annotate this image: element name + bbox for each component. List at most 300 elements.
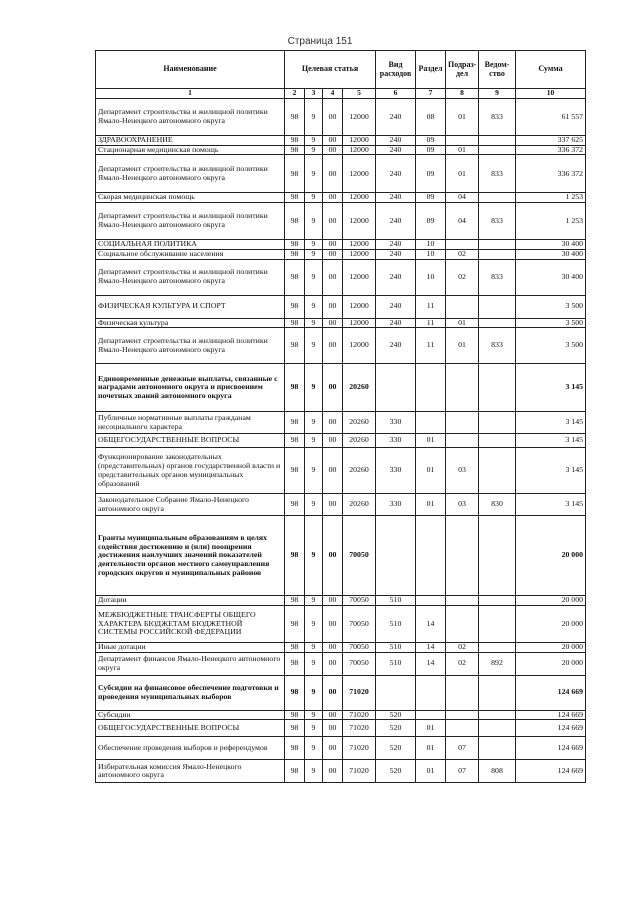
row-name: Физическая культура — [96, 318, 285, 328]
code-program: 98 — [285, 412, 305, 434]
table-row — [96, 318, 586, 328]
expense-type-cell: 330 — [376, 494, 416, 516]
code-program: 98 — [285, 737, 305, 760]
header-target-article: Целевая статья — [285, 51, 376, 89]
code-program: 98 — [285, 710, 305, 720]
code-group: 00 — [323, 516, 343, 596]
section-cell: 01 — [416, 494, 446, 516]
code-direction: 70050 — [343, 652, 376, 675]
code-subprogram: 9 — [305, 720, 323, 737]
department-cell — [479, 448, 516, 494]
expense-type-cell: 330 — [376, 434, 416, 448]
code-program: 98 — [285, 643, 305, 653]
column-index: 8 — [446, 89, 479, 99]
department-cell — [479, 412, 516, 434]
expense-type-cell — [376, 364, 416, 412]
row-name: Обеспечение проведения выборов и референдумов — [96, 737, 285, 760]
table-row — [96, 328, 586, 364]
code-direction: 12000 — [343, 145, 376, 155]
subsection-cell — [446, 596, 479, 606]
row-name: Департамент строительства и жилищной политики Ямало-Ненецкого автономного округа — [96, 99, 285, 136]
amount-cell: 3 500 — [516, 295, 586, 318]
subsection-cell: 01 — [446, 328, 479, 364]
code-direction: 12000 — [343, 259, 376, 295]
header-subsection: Подраз-дел — [446, 51, 479, 89]
expense-type-cell: 240 — [376, 259, 416, 295]
subsection-cell: 01 — [446, 145, 479, 155]
column-index: 4 — [323, 89, 343, 99]
row-name: ОБЩЕГОСУДАРСТВЕННЫЕ ВОПРОСЫ — [96, 434, 285, 448]
section-cell: 01 — [416, 737, 446, 760]
subsection-cell: 07 — [446, 737, 479, 760]
department-cell — [479, 675, 516, 710]
table-row — [96, 720, 586, 737]
code-subprogram: 9 — [305, 516, 323, 596]
code-program: 98 — [285, 596, 305, 606]
code-program: 98 — [285, 99, 305, 136]
code-group: 00 — [323, 675, 343, 710]
section-cell: 10 — [416, 240, 446, 250]
code-program: 98 — [285, 318, 305, 328]
code-direction: 12000 — [343, 249, 376, 259]
department-cell — [479, 737, 516, 760]
row-name: Гранты муниципальным образованиям в целях содействия достижению и (или) поощрения достижения наилучших значений показателей деятельности органов местного самоуправления городских округов и муниципальных районов — [96, 516, 285, 596]
amount-cell: 3 145 — [516, 412, 586, 434]
code-direction: 71020 — [343, 760, 376, 783]
code-subprogram: 9 — [305, 259, 323, 295]
subsection-cell — [446, 720, 479, 737]
section-cell — [416, 675, 446, 710]
row-name: Законодательное Собрание Ямало-Ненецкого автономного округа — [96, 494, 285, 516]
code-group: 00 — [323, 203, 343, 240]
code-program: 98 — [285, 240, 305, 250]
expense-type-cell: 240 — [376, 193, 416, 203]
department-cell: 833 — [479, 259, 516, 295]
expense-type-cell: 520 — [376, 737, 416, 760]
code-group: 00 — [323, 606, 343, 643]
subsection-cell — [446, 710, 479, 720]
section-cell: 14 — [416, 606, 446, 643]
code-group: 00 — [323, 259, 343, 295]
code-group: 00 — [323, 364, 343, 412]
code-group: 00 — [323, 760, 343, 783]
row-name: Департамент строительства и жилищной политики Ямало-Ненецкого автономного округа — [96, 155, 285, 193]
expense-type-cell: 240 — [376, 203, 416, 240]
subsection-cell — [446, 606, 479, 643]
code-program: 98 — [285, 448, 305, 494]
expense-type-cell: 240 — [376, 295, 416, 318]
expense-type-cell: 510 — [376, 652, 416, 675]
code-group: 00 — [323, 737, 343, 760]
code-group: 00 — [323, 328, 343, 364]
department-cell — [479, 240, 516, 250]
code-program: 98 — [285, 606, 305, 643]
amount-cell: 20 000 — [516, 652, 586, 675]
code-subprogram: 9 — [305, 675, 323, 710]
code-program: 98 — [285, 494, 305, 516]
department-cell — [479, 516, 516, 596]
subsection-cell — [446, 240, 479, 250]
row-name: ФИЗИЧЕСКАЯ КУЛЬТУРА И СПОРТ — [96, 295, 285, 318]
code-subprogram: 9 — [305, 606, 323, 643]
code-subprogram: 9 — [305, 364, 323, 412]
subsection-cell: 02 — [446, 652, 479, 675]
section-cell: 14 — [416, 643, 446, 653]
row-name: СОЦИАЛЬНАЯ ПОЛИТИКА — [96, 240, 285, 250]
code-program: 98 — [285, 193, 305, 203]
row-name: ОБЩЕГОСУДАРСТВЕННЫЕ ВОПРОСЫ — [96, 720, 285, 737]
subsection-cell: 04 — [446, 193, 479, 203]
subsection-cell: 07 — [446, 760, 479, 783]
section-cell: 09 — [416, 136, 446, 146]
expense-type-cell: 510 — [376, 606, 416, 643]
amount-cell: 336 372 — [516, 155, 586, 193]
section-cell — [416, 516, 446, 596]
section-cell: 10 — [416, 249, 446, 259]
row-name: Департамент строительства и жилищной политики Ямало-Ненецкого автономного округа — [96, 203, 285, 240]
subsection-cell: 01 — [446, 99, 479, 136]
code-group: 00 — [323, 412, 343, 434]
code-program: 98 — [285, 434, 305, 448]
code-program: 98 — [285, 364, 305, 412]
department-cell: 833 — [479, 328, 516, 364]
table-row — [96, 494, 586, 516]
section-cell — [416, 364, 446, 412]
table-row — [96, 193, 586, 203]
expense-type-cell: 240 — [376, 145, 416, 155]
row-name: Избирательная комиссия Ямало-Ненецкого автономного округа — [96, 760, 285, 783]
amount-cell: 337 625 — [516, 136, 586, 146]
expense-type-cell: 330 — [376, 412, 416, 434]
amount-cell: 3 145 — [516, 434, 586, 448]
table-row — [96, 99, 586, 136]
code-direction: 20260 — [343, 364, 376, 412]
code-direction: 71020 — [343, 720, 376, 737]
row-name: Единовременные денежные выплаты, связанные с наградами автономного округа и присвоением почетных званий автономного округа — [96, 364, 285, 412]
code-group: 00 — [323, 448, 343, 494]
code-program: 98 — [285, 328, 305, 364]
section-cell: 11 — [416, 318, 446, 328]
row-name: ЗДРАВООХРАНЕНИЕ — [96, 136, 285, 146]
table-row — [96, 675, 586, 710]
section-cell: 01 — [416, 760, 446, 783]
subsection-cell: 03 — [446, 494, 479, 516]
code-group: 00 — [323, 155, 343, 193]
code-subprogram: 9 — [305, 249, 323, 259]
subsection-cell: 04 — [446, 203, 479, 240]
table-row — [96, 516, 586, 596]
code-direction: 12000 — [343, 203, 376, 240]
code-direction: 12000 — [343, 328, 376, 364]
department-cell — [479, 710, 516, 720]
code-program: 98 — [285, 760, 305, 783]
code-subprogram: 9 — [305, 99, 323, 136]
department-cell: 830 — [479, 494, 516, 516]
row-name: Стационарная медицинская помощь — [96, 145, 285, 155]
column-index: 9 — [479, 89, 516, 99]
expense-type-cell: 240 — [376, 328, 416, 364]
table-row — [96, 737, 586, 760]
amount-cell: 3 145 — [516, 364, 586, 412]
column-index-row — [96, 89, 586, 99]
budget-table — [95, 50, 586, 783]
code-direction: 12000 — [343, 318, 376, 328]
expense-type-cell: 240 — [376, 155, 416, 193]
code-direction: 12000 — [343, 193, 376, 203]
table-row — [96, 652, 586, 675]
code-direction: 71020 — [343, 675, 376, 710]
code-subprogram: 9 — [305, 448, 323, 494]
amount-cell: 124 669 — [516, 737, 586, 760]
amount-cell: 20 000 — [516, 643, 586, 653]
code-group: 00 — [323, 249, 343, 259]
code-group: 00 — [323, 710, 343, 720]
subsection-cell: 01 — [446, 318, 479, 328]
code-direction: 20260 — [343, 412, 376, 434]
table-row — [96, 145, 586, 155]
column-index: 10 — [516, 89, 586, 99]
section-cell: 09 — [416, 193, 446, 203]
section-cell: 11 — [416, 295, 446, 318]
code-subprogram: 9 — [305, 318, 323, 328]
department-cell — [479, 193, 516, 203]
code-subprogram: 9 — [305, 240, 323, 250]
code-program: 98 — [285, 652, 305, 675]
amount-cell: 124 669 — [516, 720, 586, 737]
expense-type-cell: 520 — [376, 760, 416, 783]
code-subprogram: 9 — [305, 412, 323, 434]
row-name: Департамент финансов Ямало-Ненецкого автономного округа — [96, 652, 285, 675]
code-direction: 70050 — [343, 643, 376, 653]
code-group: 00 — [323, 136, 343, 146]
section-cell: 09 — [416, 155, 446, 193]
header-section: Раздел — [416, 51, 446, 89]
row-name: Департамент строительства и жилищной политики Ямало-Ненецкого автономного округа — [96, 328, 285, 364]
code-subprogram: 9 — [305, 328, 323, 364]
column-index: 6 — [376, 89, 416, 99]
department-cell: 833 — [479, 203, 516, 240]
department-cell: 892 — [479, 652, 516, 675]
expense-type-cell: 510 — [376, 596, 416, 606]
subsection-cell — [446, 364, 479, 412]
code-subprogram: 9 — [305, 434, 323, 448]
expense-type-cell: 240 — [376, 249, 416, 259]
header-expense-type: Вид расходов — [376, 51, 416, 89]
code-direction: 71020 — [343, 710, 376, 720]
header-row — [96, 51, 586, 89]
amount-cell: 124 669 — [516, 675, 586, 710]
code-direction: 70050 — [343, 596, 376, 606]
header-name: Наименование — [96, 51, 285, 89]
table-row — [96, 606, 586, 643]
code-group: 00 — [323, 240, 343, 250]
code-direction: 12000 — [343, 99, 376, 136]
table-row — [96, 295, 586, 318]
code-subprogram: 9 — [305, 494, 323, 516]
code-direction: 12000 — [343, 155, 376, 193]
section-cell: 14 — [416, 652, 446, 675]
column-index: 1 — [96, 89, 285, 99]
table-row — [96, 596, 586, 606]
amount-cell: 124 669 — [516, 760, 586, 783]
table-row — [96, 710, 586, 720]
amount-cell: 336 372 — [516, 145, 586, 155]
code-subprogram: 9 — [305, 193, 323, 203]
department-cell — [479, 643, 516, 653]
code-program: 98 — [285, 155, 305, 193]
department-cell: 833 — [479, 155, 516, 193]
code-group: 00 — [323, 193, 343, 203]
code-program: 98 — [285, 136, 305, 146]
code-group: 00 — [323, 318, 343, 328]
code-program: 98 — [285, 203, 305, 240]
amount-cell: 20 000 — [516, 606, 586, 643]
code-group: 00 — [323, 99, 343, 136]
header-department: Ведом-ство — [479, 51, 516, 89]
code-program: 98 — [285, 249, 305, 259]
code-group: 00 — [323, 434, 343, 448]
code-program: 98 — [285, 516, 305, 596]
row-name: Функционирование законодательных (представительных) органов государственной власти и представительных органов муниципальных образований — [96, 448, 285, 494]
code-group: 00 — [323, 596, 343, 606]
department-cell — [479, 364, 516, 412]
department-cell — [479, 249, 516, 259]
table-row — [96, 240, 586, 250]
row-name: Скорая медицинская помощь — [96, 193, 285, 203]
column-index: 7 — [416, 89, 446, 99]
code-subprogram: 9 — [305, 155, 323, 193]
table-row — [96, 203, 586, 240]
section-cell: 09 — [416, 203, 446, 240]
code-direction: 20260 — [343, 434, 376, 448]
subsection-cell: 02 — [446, 259, 479, 295]
code-direction: 12000 — [343, 240, 376, 250]
expense-type-cell: 330 — [376, 448, 416, 494]
amount-cell: 61 557 — [516, 99, 586, 136]
column-index: 2 — [285, 89, 305, 99]
code-group: 00 — [323, 295, 343, 318]
code-direction: 70050 — [343, 516, 376, 596]
table-row — [96, 448, 586, 494]
row-name: Социальное обслуживание населения — [96, 249, 285, 259]
section-cell: 09 — [416, 145, 446, 155]
subsection-cell: 03 — [446, 448, 479, 494]
page-number: Страница 151 — [287, 36, 353, 47]
section-cell — [416, 596, 446, 606]
table-row — [96, 412, 586, 434]
department-cell — [479, 318, 516, 328]
expense-type-cell: 240 — [376, 240, 416, 250]
subsection-cell — [446, 434, 479, 448]
table-row — [96, 249, 586, 259]
code-program: 98 — [285, 295, 305, 318]
code-group: 00 — [323, 494, 343, 516]
amount-cell: 30 400 — [516, 249, 586, 259]
code-group: 00 — [323, 720, 343, 737]
column-index: 3 — [305, 89, 323, 99]
table-row — [96, 155, 586, 193]
section-cell: 11 — [416, 328, 446, 364]
code-direction: 12000 — [343, 136, 376, 146]
row-name: Иные дотации — [96, 643, 285, 653]
code-subprogram: 9 — [305, 295, 323, 318]
code-direction: 20260 — [343, 494, 376, 516]
code-program: 98 — [285, 259, 305, 295]
row-name: Департамент строительства и жилищной политики Ямало-Ненецкого автономного округа — [96, 259, 285, 295]
column-index: 5 — [343, 89, 376, 99]
expense-type-cell: 520 — [376, 710, 416, 720]
amount-cell: 124 669 — [516, 710, 586, 720]
department-cell: 833 — [479, 99, 516, 136]
table-row — [96, 434, 586, 448]
department-cell: 808 — [479, 760, 516, 783]
code-program: 98 — [285, 675, 305, 710]
code-direction: 20260 — [343, 448, 376, 494]
subsection-cell — [446, 516, 479, 596]
expense-type-cell — [376, 675, 416, 710]
amount-cell: 3 500 — [516, 318, 586, 328]
code-subprogram: 9 — [305, 596, 323, 606]
department-cell — [479, 606, 516, 643]
code-program: 98 — [285, 145, 305, 155]
amount-cell: 30 400 — [516, 240, 586, 250]
code-subprogram: 9 — [305, 643, 323, 653]
subsection-cell — [446, 295, 479, 318]
code-direction: 71020 — [343, 737, 376, 760]
expense-type-cell: 240 — [376, 99, 416, 136]
amount-cell: 1 253 — [516, 203, 586, 240]
subsection-cell — [446, 412, 479, 434]
row-name: МЕЖБЮДЖЕТНЫЕ ТРАНСФЕРТЫ ОБЩЕГО ХАРАКТЕРА БЮДЖЕТАМ БЮДЖЕТНОЙ СИСТЕМЫ РОССИЙСКОЙ ФЕДЕРАЦИИ — [96, 606, 285, 643]
code-subprogram: 9 — [305, 760, 323, 783]
section-cell: 08 — [416, 99, 446, 136]
row-name: Субсидии — [96, 710, 285, 720]
subsection-cell: 01 — [446, 155, 479, 193]
expense-type-cell: 510 — [376, 643, 416, 653]
amount-cell: 3 145 — [516, 448, 586, 494]
code-direction: 70050 — [343, 606, 376, 643]
table-row — [96, 136, 586, 146]
subsection-cell — [446, 675, 479, 710]
amount-cell: 20 000 — [516, 596, 586, 606]
row-name: Публичные нормативные выплаты гражданам несоциального характера — [96, 412, 285, 434]
code-group: 00 — [323, 652, 343, 675]
section-cell: 10 — [416, 259, 446, 295]
code-subprogram: 9 — [305, 710, 323, 720]
code-subprogram: 9 — [305, 737, 323, 760]
amount-cell: 20 000 — [516, 516, 586, 596]
subsection-cell: 02 — [446, 643, 479, 653]
amount-cell: 3 145 — [516, 494, 586, 516]
row-name: Субсидии на финансовое обеспечение подготовки и проведения муниципальных выборов — [96, 675, 285, 710]
code-program: 98 — [285, 720, 305, 737]
table-row — [96, 760, 586, 783]
section-cell: 01 — [416, 448, 446, 494]
expense-type-cell: 520 — [376, 720, 416, 737]
section-cell: 01 — [416, 434, 446, 448]
department-cell — [479, 596, 516, 606]
header-amount: Сумма — [516, 51, 586, 89]
amount-cell: 3 500 — [516, 328, 586, 364]
department-cell — [479, 720, 516, 737]
expense-type-cell: 240 — [376, 136, 416, 146]
table-row — [96, 364, 586, 412]
code-subprogram: 9 — [305, 136, 323, 146]
code-subprogram: 9 — [305, 652, 323, 675]
code-group: 00 — [323, 145, 343, 155]
expense-type-cell: 240 — [376, 318, 416, 328]
department-cell — [479, 434, 516, 448]
